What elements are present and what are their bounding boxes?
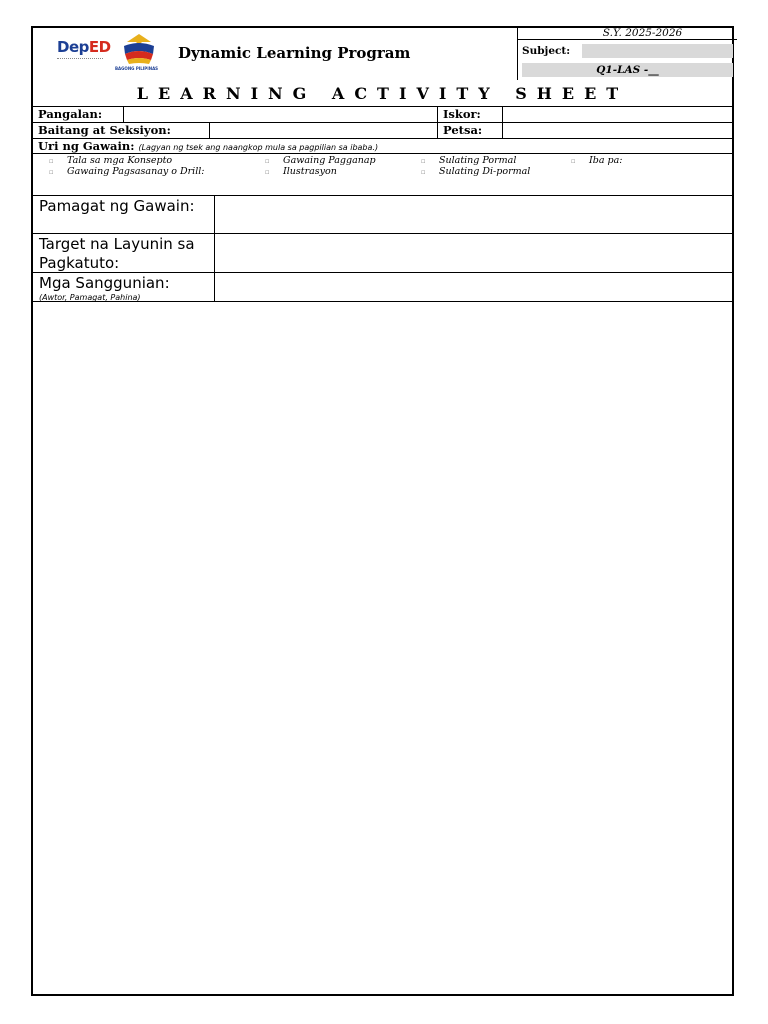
option-label: Gawaing Pagganap: [283, 155, 376, 166]
activity-content-area[interactable]: [33, 302, 732, 994]
name-score-row: [33, 106, 732, 122]
option-label: Sulating Di-pormal: [439, 166, 531, 177]
option-iba-pa[interactable]: [571, 155, 622, 167]
bagong-pilipinas-seal-icon: [119, 32, 159, 66]
checkbox-icon[interactable]: ☐: [265, 157, 270, 165]
seal-caption: BAGONG PILIPINAS: [115, 66, 159, 71]
activity-type-options: [33, 153, 732, 196]
checkbox-icon[interactable]: ☐: [571, 157, 576, 165]
checkbox-icon[interactable]: ☐: [421, 157, 426, 165]
checkbox-icon[interactable]: ☐: [265, 168, 270, 176]
grade-date-row: [33, 122, 732, 138]
school-year: S.Y. 2025-2026: [518, 26, 737, 40]
las-code[interactable]: Q1-LAS -__: [522, 63, 733, 77]
option-label: Sulating Pormal: [439, 155, 517, 166]
activity-table: [33, 195, 732, 302]
deped-logo: [57, 38, 111, 56]
learning-objective-field[interactable]: [215, 234, 732, 272]
subject-row: [522, 43, 733, 59]
references-label-text: Mga Sanggunian:: [39, 274, 170, 292]
score-field[interactable]: [503, 107, 732, 122]
activity-type-label-text: Uri ng Gawain:: [38, 139, 135, 153]
subject-field[interactable]: [582, 44, 733, 58]
references-label: [39, 274, 211, 302]
learning-objective-label: Target na Layunin sa Pagkatuto:: [39, 235, 195, 272]
references-row: [33, 273, 732, 302]
checkbox-icon[interactable]: ☐: [49, 168, 54, 176]
option-label: Tala sa mga Konsepto: [67, 155, 173, 166]
deped-tagline-mark: [57, 58, 103, 62]
activity-type-row: [33, 138, 732, 153]
option-label: Gawaing Pagsasanay o Drill:: [67, 166, 205, 177]
references-note: (Awtor, Pamagat, Pahina): [39, 293, 141, 302]
activity-title-label: Pamagat ng Gawain:: [39, 197, 195, 215]
subject-label: Subject:: [522, 45, 571, 57]
deped-logo-text-dep: Dep: [57, 38, 89, 56]
activity-title-field[interactable]: [215, 196, 732, 233]
references-field[interactable]: [215, 273, 732, 301]
option-ilustrasyon[interactable]: [265, 166, 337, 178]
activity-type-note: (Lagyan ng tsek ang naangkop mula sa pagpilian sa ibaba.): [138, 143, 379, 152]
date-field[interactable]: [503, 123, 732, 138]
program-title: Dynamic Learning Program: [178, 44, 411, 62]
info-box: [517, 26, 737, 80]
activity-title-row: [33, 196, 732, 234]
learning-activity-sheet: [31, 26, 734, 996]
name-label: Pangalan:: [38, 107, 103, 121]
option-drill[interactable]: [49, 166, 204, 178]
checkbox-icon[interactable]: ☐: [421, 168, 426, 176]
deped-logo-text-ed: ED: [88, 38, 111, 56]
grade-section-field[interactable]: [210, 123, 437, 138]
option-sulating-di-pormal[interactable]: [421, 166, 530, 178]
score-label: Iskor:: [443, 107, 481, 121]
date-label: Petsa:: [443, 123, 483, 137]
learning-objective-row: [33, 234, 732, 273]
grade-section-label: Baitang at Seksiyon:: [38, 123, 171, 137]
option-label: Iba pa:: [589, 155, 623, 166]
logo-group: [57, 32, 167, 72]
checkbox-icon[interactable]: ☐: [49, 157, 54, 165]
option-label: Ilustrasyon: [283, 166, 337, 177]
sheet-title: LEARNING ACTIVITY SHEET: [136, 84, 629, 103]
name-field[interactable]: [124, 107, 437, 122]
